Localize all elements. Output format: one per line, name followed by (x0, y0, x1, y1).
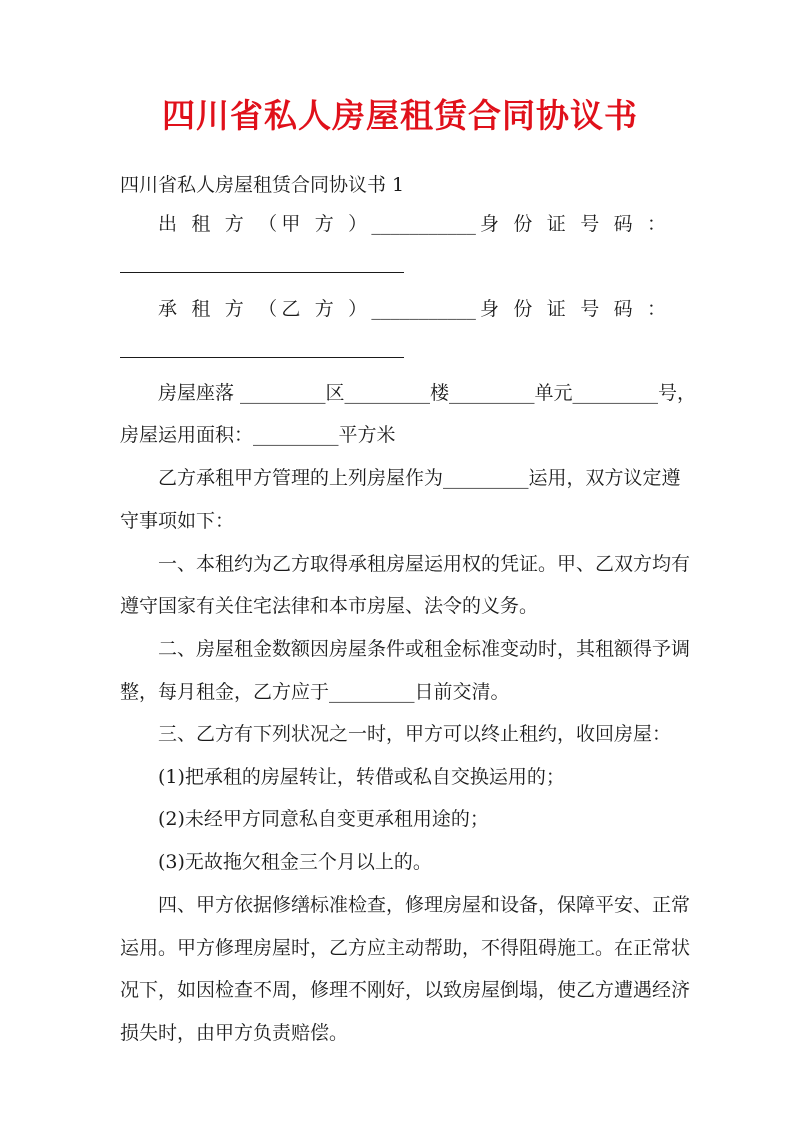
clause-3-item-1: (1)把承租的房屋转让，转借或私自交换运用的； (158, 766, 565, 788)
clause-2-line-1: 二、房屋租金数额因房屋条件或租金标准变动时，其租额得予调 (158, 638, 691, 660)
clause-4-line-4: 损失时，由甲方负责赔偿。 (120, 1022, 349, 1044)
intro-line-2: 守事项如下： (120, 510, 235, 532)
clause-3-line-1: 三、乙方有下列状况之一时，甲方可以终止租约，收回房屋： (158, 723, 672, 745)
clause-3-item-3: (3)无故拖欠租金三个月以上的。 (158, 851, 432, 873)
clause-1-line-2: 遵守国家有关住宅法律和本市房屋、法令的义务。 (120, 595, 539, 617)
lessor-line: 出 租 方 （甲 方 ）___________身 份 证 号 码 ： (158, 213, 666, 235)
area-line: 房屋运用面积：_________平方米 (120, 424, 396, 446)
location-line: 房屋座落 _________区_________楼_________单元_________号， (158, 382, 697, 404)
clause-4-line-3: 况下，如因检查不周，修理不刚好，以致房屋倒塌，使乙方遭遇经济 (120, 979, 691, 1001)
document-subtitle: 四川省私人房屋租赁合同协议书 1 (120, 174, 405, 196)
clause-4-line-1: 四、甲方依据修缮标准检查，修理房屋和设备，保障平安、正常 (158, 894, 691, 916)
lessee-id-blank (120, 357, 404, 358)
document-title: 四川省私人房屋租赁合同协议书 (162, 96, 638, 135)
lessee-line: 承 租 方 （乙 方 ）___________身 份 证 号 码 ： (158, 298, 666, 320)
clause-4-line-2: 运用。甲方修理房屋时，乙方应主动帮助，不得阻碍施工。在正常状 (120, 937, 691, 959)
clause-1-line-1: 一、本租约为乙方取得承租房屋运用权的凭证。甲、乙双方均有 (158, 553, 691, 575)
clause-2-line-2: 整，每月租金，乙方应于_________日前交清。 (120, 681, 510, 703)
intro-line-1: 乙方承租甲方管理的上列房屋作为_________运用，双方议定遵 (158, 467, 681, 489)
lessor-id-blank (120, 272, 404, 273)
clause-3-item-2: (2)未经甲方同意私自变更承租用途的； (158, 808, 489, 830)
